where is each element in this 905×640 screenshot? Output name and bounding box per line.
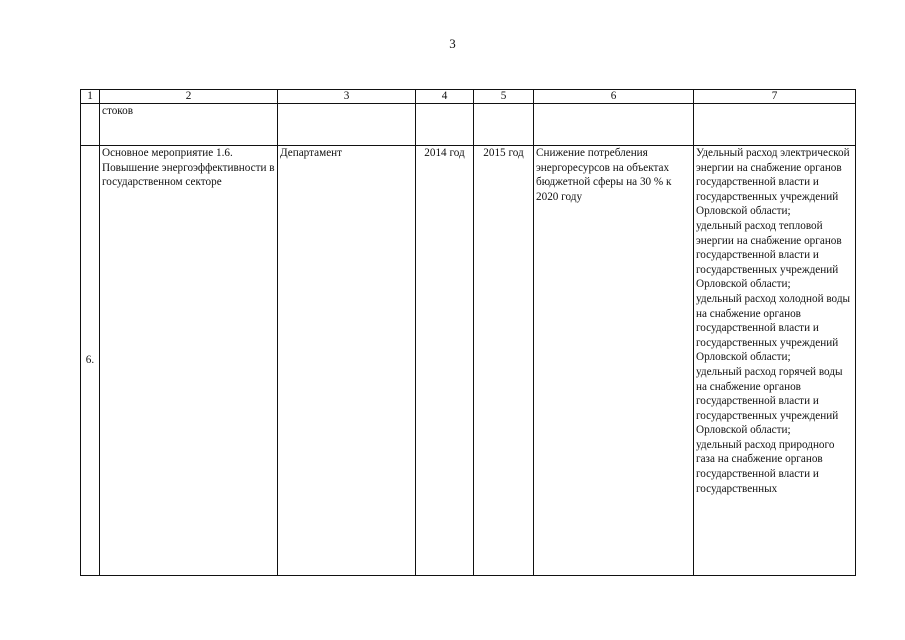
executor-cell: [278, 104, 416, 146]
start-year-cell: [416, 104, 474, 146]
measure-cell: Основное мероприятие 1.6. Повышение энергоэффективности в государственном секторе: [100, 146, 278, 576]
table-row: [81, 104, 856, 146]
result-cell: Снижение потребления энергоресурсов на объектах бюджетной сферы на 30 % к 2020 году: [534, 146, 694, 576]
executor-cell: Департамент: [278, 146, 416, 576]
header-col-7: 7: [694, 90, 856, 104]
indicator-cell: Удельный расход электрической энергии на снабжение органов государственной власти и государственных учреждений Орловской области; удельный расход тепловой энергии на снабжение органов государственной власти и государственных учреждений Орловской области; удельный расход холодной воды на снабжение органов государственной власти и государственных учреждений Орловской области; удельный расход горячей воды на снабжение органов государственной власти и государственных учреждений Орловской области; удельный расход природного газа на снабжение органов государственной власти и государственных: [694, 146, 856, 576]
end-year-cell: 2015 год: [474, 146, 534, 576]
indicator-cell: [694, 104, 856, 146]
table-row: [81, 146, 856, 576]
result-cell: [534, 104, 694, 146]
measures-table: [80, 89, 856, 576]
header-row: [81, 90, 856, 104]
header-col-1: 1: [81, 90, 100, 104]
header-col-4: 4: [416, 90, 474, 104]
row-number-cell: [81, 104, 100, 146]
end-year-cell: [474, 104, 534, 146]
header-col-2: 2: [100, 90, 278, 104]
row-number-cell: 6.: [81, 146, 100, 576]
page-number: 3: [449, 36, 456, 51]
header-col-5: 5: [474, 90, 534, 104]
measure-cell: стоков: [100, 104, 278, 146]
start-year-cell: 2014 год: [416, 146, 474, 576]
header-col-3: 3: [278, 90, 416, 104]
header-col-6: 6: [534, 90, 694, 104]
